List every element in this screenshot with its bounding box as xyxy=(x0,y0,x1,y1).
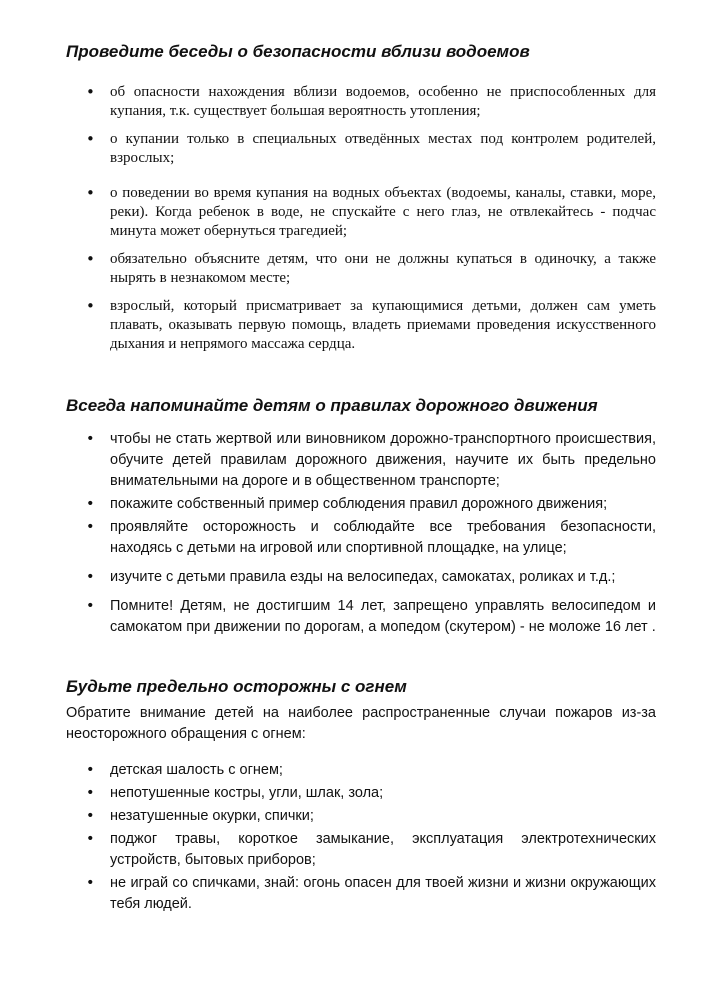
list-item: • детская шалость с огнем; xyxy=(86,760,656,781)
bullet-icon: • xyxy=(86,569,95,585)
bullet-icon: • xyxy=(86,785,95,801)
list-item: • взрослый, который присматривает за купающимися детьми, должен сам уметь плавать, оказывать первую помощь, владеть приемами проведения искусственного дыхания и непрямого массажа сердца. xyxy=(86,297,656,352)
section-heading-fire-safety: Будьте предельно осторожны с огнем xyxy=(66,677,407,696)
bullet-icon: • xyxy=(86,598,95,614)
list-item: • обязательно объясните детям, что они не должны купаться в одиночку, а также нырять в незнакомом месте; xyxy=(86,250,656,286)
bullet-icon: • xyxy=(86,130,95,148)
bullet-icon: • xyxy=(86,431,95,447)
water-safety-list xyxy=(86,83,656,363)
list-item: • не играй со спичками, знай: огонь опасен для твоей жизни и жизни окружающих тебя людей. xyxy=(86,875,656,912)
fire-safety-list xyxy=(86,760,656,917)
list-item: • непотушенные костры, угли, шлак, зола; xyxy=(86,783,656,804)
bullet-icon: • xyxy=(86,184,95,202)
list-item: • проявляйте осторожность и соблюдайте все требования безопасности, находясь с детьми на игровой или спортивной площадке, на улице; xyxy=(86,519,656,556)
list-item: • покажите собственный пример соблюдения правил дорожного движения; xyxy=(86,494,656,515)
list-item: • незатушенные окурки, спички; xyxy=(86,806,656,827)
bullet-icon: • xyxy=(86,808,95,824)
bullet-icon: • xyxy=(86,831,95,847)
bullet-icon: • xyxy=(86,519,95,535)
list-item: • чтобы не стать жертвой или виновником дорожно-транспортного происшествия, обучите детей правилам дорожного движения, научите их быть предельно внимательными на дороге и в общественном транспорте; xyxy=(86,431,656,489)
list-item: • о купании только в специальных отведённых местах под контролем родителей, взрослых; xyxy=(86,130,656,166)
section-heading-road-safety: Всегда напоминайте детям о правилах дорожного движения xyxy=(66,396,598,415)
list-item: • изучите с детьми правила езды на велосипедах, самокатах, роликах и т.д.; xyxy=(86,567,656,588)
list-item: • о поведении во время купания на водных объектах (водоемы, каналы, ставки, море, реки). Когда ребенок в воде, не спускайте с него глаз, не отвлекайтесь - подчас минута может обернуться трагедией; xyxy=(86,184,656,239)
bullet-icon: • xyxy=(86,762,95,778)
list-item: • поджог травы, короткое замыкание, эксплуатация электротехнических устройств, бытовых приборов; xyxy=(86,831,656,868)
bullet-icon: • xyxy=(86,297,95,315)
bullet-icon: • xyxy=(86,496,95,512)
bullet-icon: • xyxy=(86,875,95,891)
section-heading-water-safety: Проведите беседы о безопасности вблизи водоемов xyxy=(66,42,530,61)
bullet-icon: • xyxy=(86,83,95,101)
list-item: • об опасности нахождения вблизи водоемов, особенно не приспособленных для купания, т.к. существует большая вероятность утопления; xyxy=(86,83,656,119)
bullet-icon: • xyxy=(86,250,95,268)
road-safety-list xyxy=(86,429,656,640)
list-item: • Помните! Детям, не достигшим 14 лет, запрещено управлять велосипедом и самокатом при движении по дорогам, а мопедом (скутером) - не моложе 16 лет . xyxy=(86,598,656,635)
fire-safety-intro: Обратите внимание детей на наиболее распространенные случаи пожаров из-за неосторожного обращения с огнем: xyxy=(66,705,656,742)
